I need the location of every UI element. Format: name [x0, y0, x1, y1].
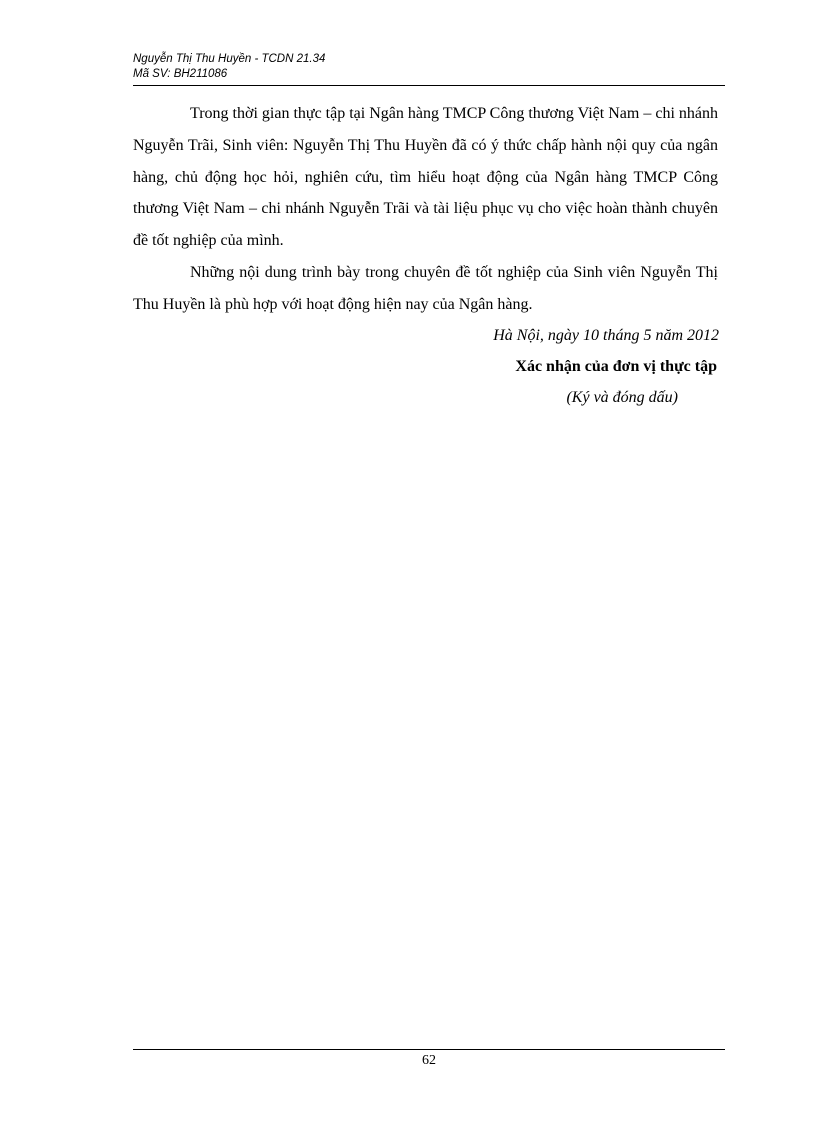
confirmation-title: Xác nhận của đơn vị thực tập: [515, 358, 717, 375]
signature-note: (Ký và đóng dấu): [566, 389, 678, 406]
page-header: [133, 52, 725, 82]
signature-block: [133, 320, 719, 413]
author-line: Nguyễn Thị Thu Huyền - TCDN 21.34: [133, 53, 326, 65]
document-body: [133, 98, 718, 321]
footer-divider: [133, 1049, 725, 1050]
body-paragraph: Trong thời gian thực tập tại Ngân hàng TMCP Công thương Việt Nam – chi nhánh Nguyễn Trãi, Sinh viên: Nguyễn Thị Thu Huyền đã có ý thức chấp hành nội quy của ngân hàng, chủ động học hỏi, nghiên cứu, tìm hiểu hoạt động của Ngân hàng TMCP Công thương Việt Nam – chi nhánh Nguyễn Trãi và tài liệu phục vụ cho việc hoàn thành chuyên đề tốt nghiệp của mình.: [133, 105, 718, 250]
student-id-line: Mã SV: BH211086: [133, 68, 228, 80]
page-number: 62: [422, 1053, 436, 1068]
header-divider: [133, 85, 725, 86]
place-date: Hà Nội, ngày 10 tháng 5 năm 2012: [493, 327, 719, 344]
body-paragraph: Những nội dung trình bày trong chuyên đề tốt nghiệp của Sinh viên Nguyễn Thị Thu Huyền là phù hợp với hoạt động hiện nay của Ngân hàng.: [133, 263, 718, 313]
